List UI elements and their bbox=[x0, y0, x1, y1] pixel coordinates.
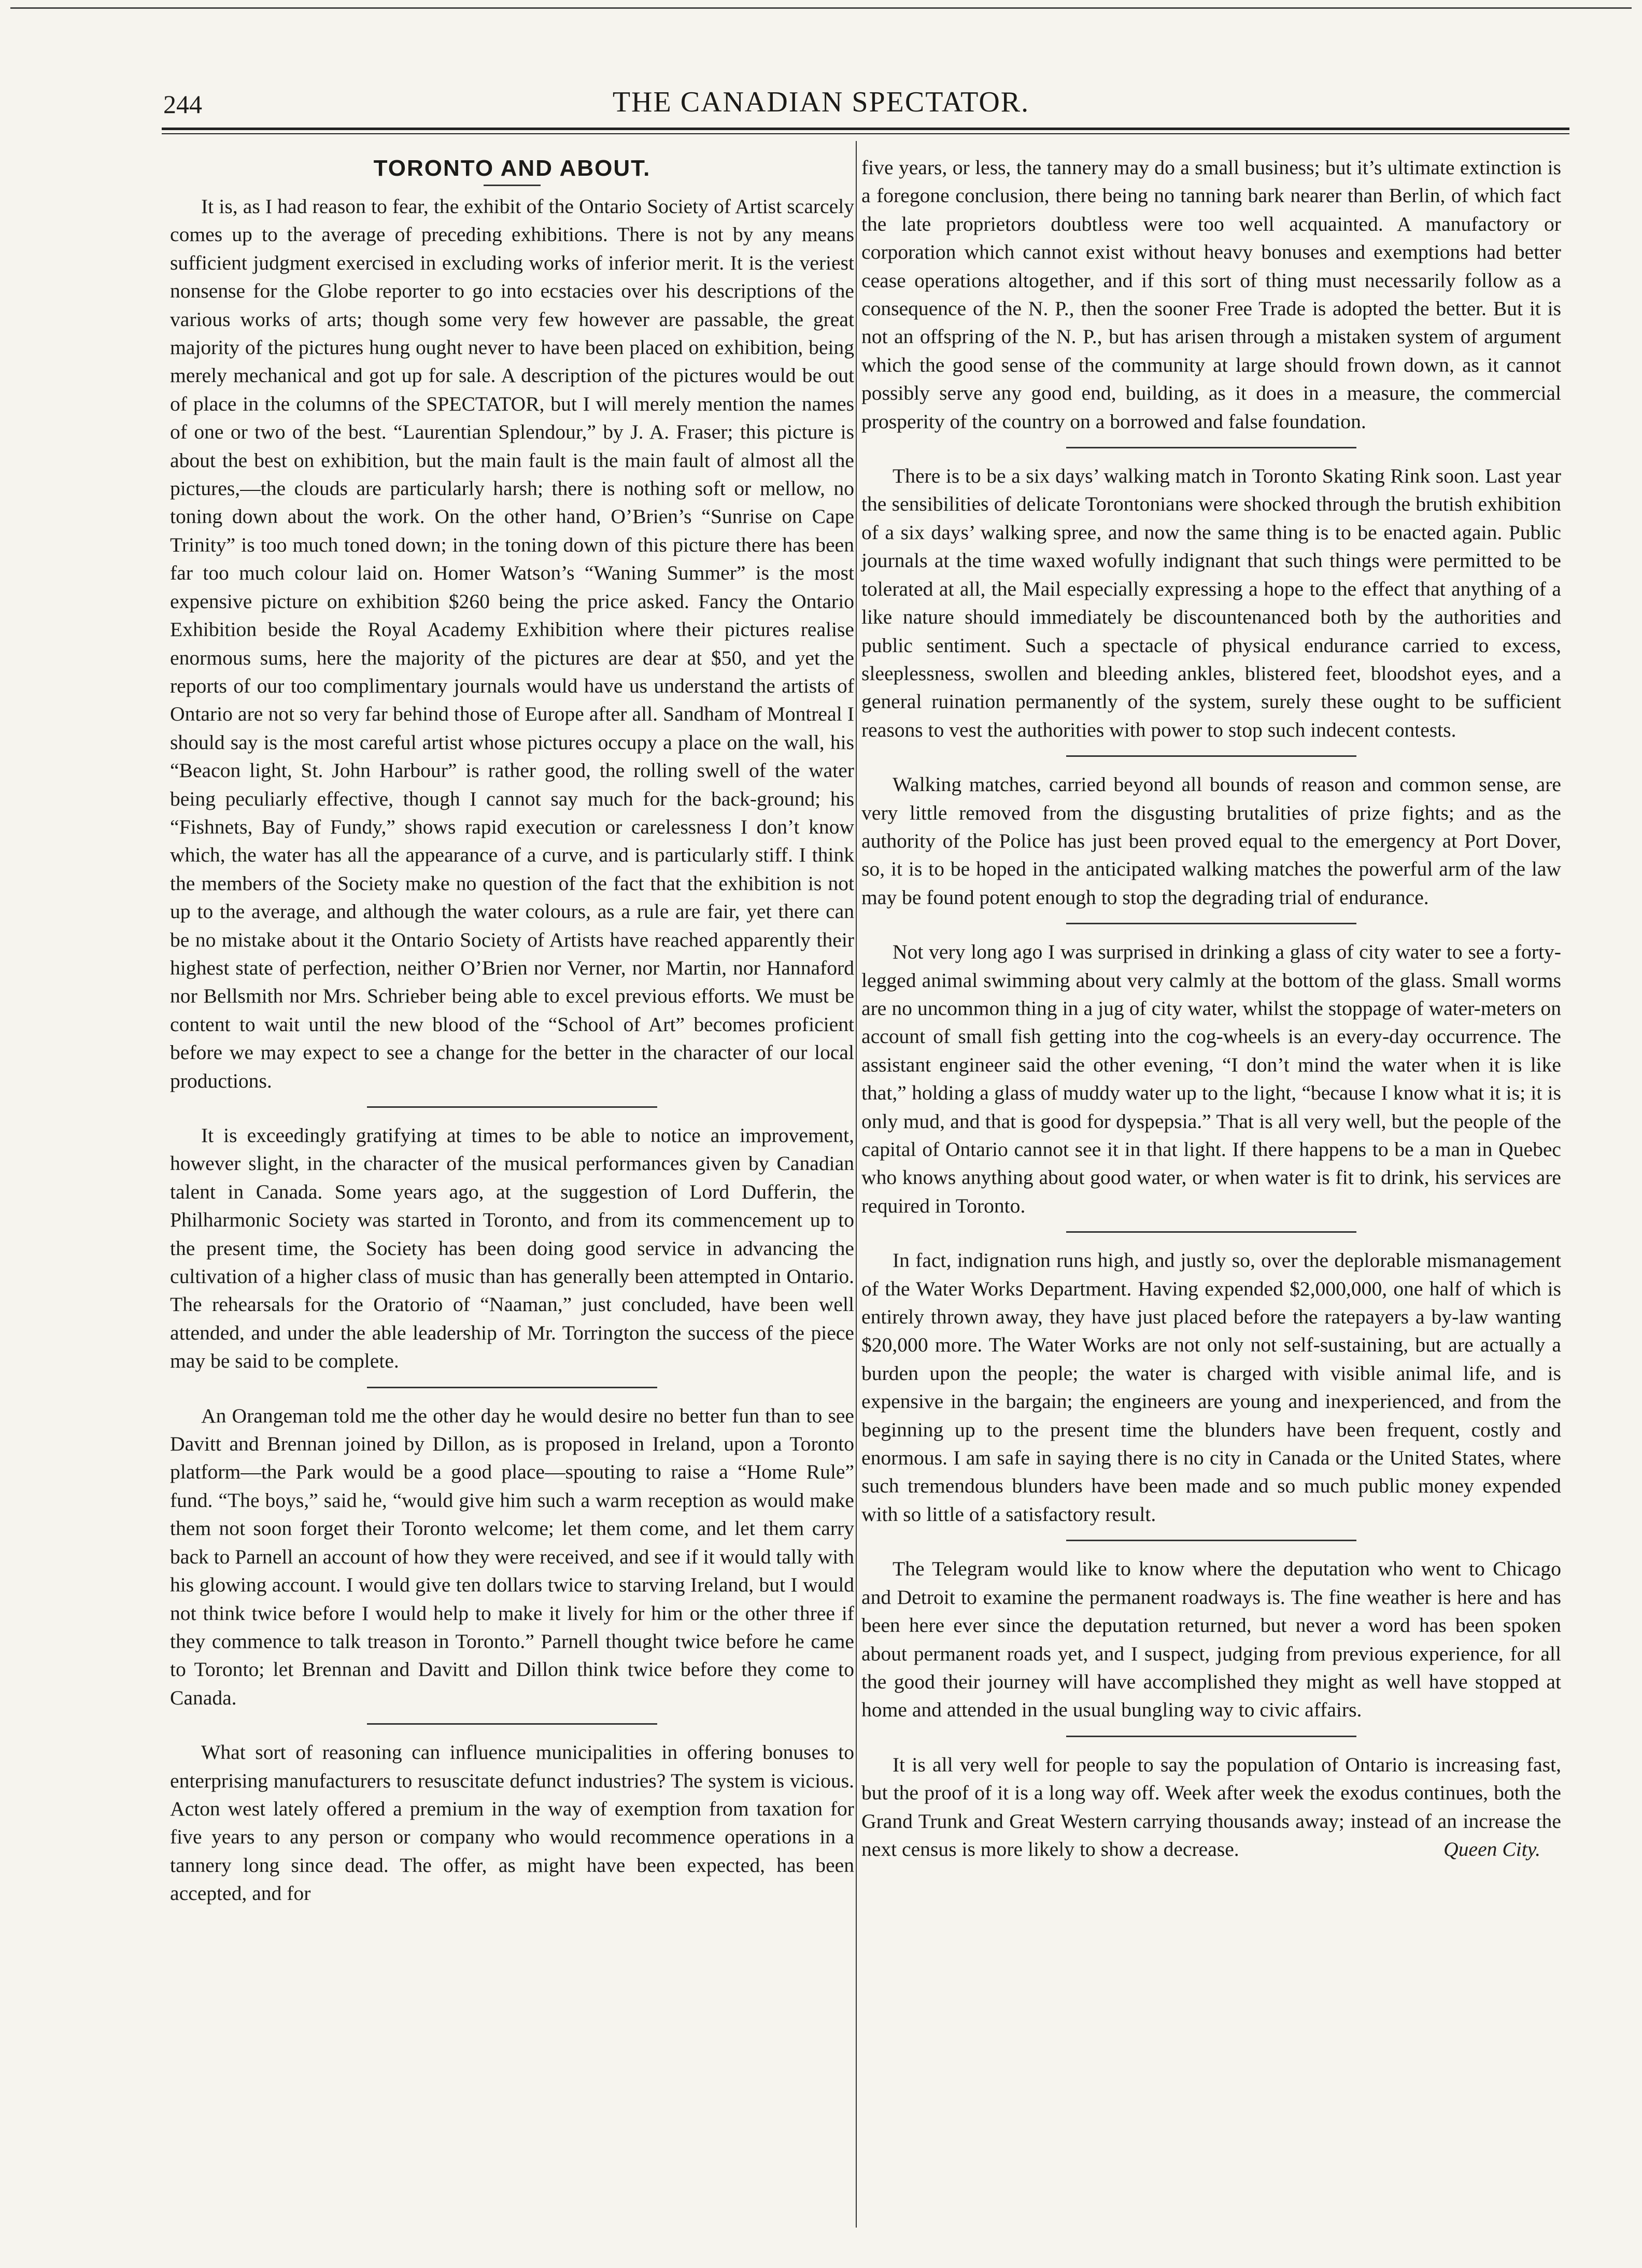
author-signature: Queen City. bbox=[1443, 1838, 1540, 1861]
right-column bbox=[861, 153, 1561, 1864]
article-title: TORONTO AND ABOUT. bbox=[373, 156, 651, 181]
paragraph: Not very long ago I was surprised in drinking a glass of city water to see a forty-legged animal swimming about very calmly at the bottom of the glass. Small worms are no uncommon thing in a jug of city water, whilst the stoppage of water-meters on account of small fish getting into the cog-wheels is an every-day occurrence. The assistant engineer said the other evening, “I don’t mind the water when it is like that,” holding a glass of muddy water up to the light, “because I know what it is; it is only mud, and that is good for dyspepsia.” That is all very well, but the people of the capital of Ontario cannot see it in that light. If there happens to be a man in Quebec who knows anything about good water, or when water is fit to drink, his services are required in Toronto. bbox=[861, 940, 1561, 1217]
masthead: THE CANADIAN SPECTATOR. bbox=[612, 86, 1030, 118]
page-number: 244 bbox=[163, 90, 202, 119]
paragraph: There is to be a six days’ walking match in Toronto Skating Rink soon. Last year the sensibilities of delicate Torontonians were shocked through the brutish exhibition of a six days’ walking spree, and now the same thing is to be enacted again. Public journals at the time waxed wofully indignant that such things were permitted to be tolerated at all, the Mail especially expressing a hope to the effect that anything of a like nature should immediately be discountenanced both by the authorities and public sentiment. Such a spectacle of physical endurance carried to excess, sleeplessness, swollen and bleeding ankles, blistered feet, bloodshot eyes, and a general ruination permanently of the system, surely these ought to be sufficient reasons to vest the authorities with power to stop such indecent contests. bbox=[861, 464, 1561, 741]
section-separator bbox=[367, 1723, 657, 1725]
top-rule bbox=[10, 7, 1632, 9]
section-separator bbox=[367, 1106, 657, 1108]
title-rule bbox=[484, 185, 541, 186]
section-separator bbox=[1066, 923, 1356, 924]
section-separator bbox=[1066, 1736, 1356, 1737]
paragraph: It is all very well for people to say the population of Ontario is increasing fast, but the proof of it is a long way off. Week after week the exodus continues, both the Grand Trunk and Great Western carrying thousands away; instead of an increase the next census is more likely to show a decrease. bbox=[861, 1753, 1561, 1861]
left-column bbox=[170, 153, 854, 1908]
section-separator bbox=[1066, 447, 1356, 448]
paragraph-continued: five years, or less, the tannery may do a small business; but it’s ultimate extinction is a foregone conclusion, there being no tanning bark nearer than Berlin, of which fact the late proprietors doubtless were too well acquainted. A manufactory or corporation which cannot exist without heavy bonuses and exemptions had better cease operations altogether, and if this sort of thing must necessarily follow as a consequence of the N. P., then the sooner Free Trade is adopted the better. But it is not an offspring of the N. P., but has arisen through a mistaken system of argument which the good sense of the community at large should frown down, as it cannot possibly serve any good end, building, as it does in a measure, the commercial prosperity of the country on a borrowed and false foundation. bbox=[861, 156, 1561, 433]
section-separator bbox=[367, 1387, 657, 1388]
section-separator bbox=[1066, 755, 1356, 757]
paragraph: An Orangeman told me the other day he would desire no better fun than to see Davitt and Brennan joined by Dillon, as is proposed in Ireland, upon a Toronto platform—the Park would be a good place—spouting to raise a “Home Rule” fund. “The boys,” said he, “would give him such a warm reception as would make them not soon forget their Toronto welcome; let them come, and let them carry back to Parnell an account of how they were received, and see if it would tally with his glowing account. I would give ten dollars twice to starving Ireland, but I would not think twice before I would help to make it lively for him or the other three if they commence to talk treason in Toronto.” Parnell thought twice before he came to Toronto; let Brennan and Davitt and Dillon think twice before they come to Canada. bbox=[170, 1404, 854, 1709]
header-rule bbox=[162, 133, 1569, 134]
paragraph: In fact, indignation runs high, and justly so, over the deplorable mismanagement of the Water Works Department. Having expended $2,000,000, one half of which is entirely thrown away, they have just placed before the ratepayers a by-law wanting $20,000 more. The Water Works are not only not self-sustaining, but are actually a burden upon the people; the water is charged with visible animal life, and is expensive in the bargain; the engineers are young and inexperienced, and from the beginning up to the present time the blunders have been frequent, costly and enormous. I am safe in saying there is no city in Canada or the United States, where such tremendous blunders have been made and so much public money expended with so little of a satisfactory result. bbox=[861, 1249, 1561, 1526]
section-separator bbox=[1066, 1540, 1356, 1541]
paragraph: Walking matches, carried beyond all bounds of reason and common sense, are very little removed from the disgusting brutalities of prize fights; and as the authority of the Police has just been proved equal to the emergency at Port Dover, so, it is to be hoped in the anticipated walking matches the powerful arm of the law may be found potent enough to stop the degrading trial of endurance. bbox=[861, 773, 1561, 909]
header-rule bbox=[162, 128, 1569, 130]
paragraph: What sort of reasoning can influence municipalities in offering bonuses to enterprising manufacturers to resuscitate defunct industries? The system is vicious. Acton west lately offered a premium in the way of exemption from taxation for five years to any person or company who would recommence operations in a tannery long since dead. The offer, as might have been expected, has been accepted, and for bbox=[170, 1741, 854, 1905]
column-divider bbox=[856, 141, 857, 2228]
paragraph: It is exceedingly gratifying at times to be able to notice an improvement, however slight, in the character of the musical performances given by Canadian talent in Canada. Some years ago, at the suggestion of Lord Dufferin, the Philharmonic Society was started in Toronto, and from its commencement up to the present time, the Society has been doing good service in advancing the cultivation of a higher class of music than has generally been attempted in Ontario. The rehearsals for the Oratorio of “Naaman,” just concluded, have been well attended, and under the able leadership of Mr. Torrington the success of the piece may be said to be complete. bbox=[170, 1124, 854, 1373]
paragraph: The Telegram would like to know where the deputation who went to Chicago and Detroit to examine the permanent roadways is. The fine weather is here and has been here ever since the deputation returned, but never a word has been spoken about permanent roads yet, and I suspect, judging from previous experience, for all the good their journey will have accomplished they might as well have stopped at home and attended in the usual bungling way to civic affairs. bbox=[861, 1557, 1561, 1722]
section-separator bbox=[1066, 1231, 1356, 1233]
paragraph: It is, as I had reason to fear, the exhibit of the Ontario Society of Artist scarcely comes up to the average of preceding exhibitions. There is not by any means sufficient judgment exercised in excluding works of inferior merit. It is the veriest nonsense for the Globe reporter to go into ecstacies over his descriptions of the various works of arts; though some very few however are passable, the great majority of the pictures hung ought never to have been placed on exhibition, being merely mechanical and got up for sale. A description of the pictures would be out of place in the columns of the SPECTATOR, but I will merely mention the names of one or two of the best. “Laurentian Splendour,” by J. A. Fraser; this picture is about the best on exhibition, but the main fault is the main fault of almost all the pictures,—the clouds are particularly harsh; there is nothing soft or mellow, no toning down about the work. On the other hand, O’Brien’s “Sunrise on Cape Trinity” is too much toned down; in the toning down of this picture there has been far too much colour laid on. Homer Watson’s “Waning Summer” is the most expensive picture on exhibition $260 being the price asked. Fancy the Ontario Exhibition beside the Royal Academy Exhibition where their pictures realise enormous sums, here the majority of the pictures are dear at $50, and yet the reports of our too complimentary journals would have us understand the artists of Ontario are not so very far behind those of Europe after all. Sandham of Montreal I should say is the most careful artist whose pictures occupy a place on the wall, his “Beacon light, St. John Harbour” is rather good, the rolling swell of the water being peculiarly effective, though I cannot say much for the back-ground; his “Fishnets, Bay of Fundy,” shows rapid execution or carelessness I don’t know which, the water has all the appearance of a curve, and is particularly stiff. I think the members of the Society make no question of the fact that the exhibition is not up to the average, and although the water colours, as a rule are fair, yet there can be no mistake about it the Ontario Society of Artists have reached apparently their highest state of perfection, neither O’Brien nor Verner, nor Martin, nor Hannaford nor Bellsmith nor Mrs. Schrieber being able to excel previous efforts. We must be content to wait until the new blood of the “School of Art” becomes proficient before we may expect to see a change for the better in the character of our local productions. bbox=[170, 195, 854, 1092]
